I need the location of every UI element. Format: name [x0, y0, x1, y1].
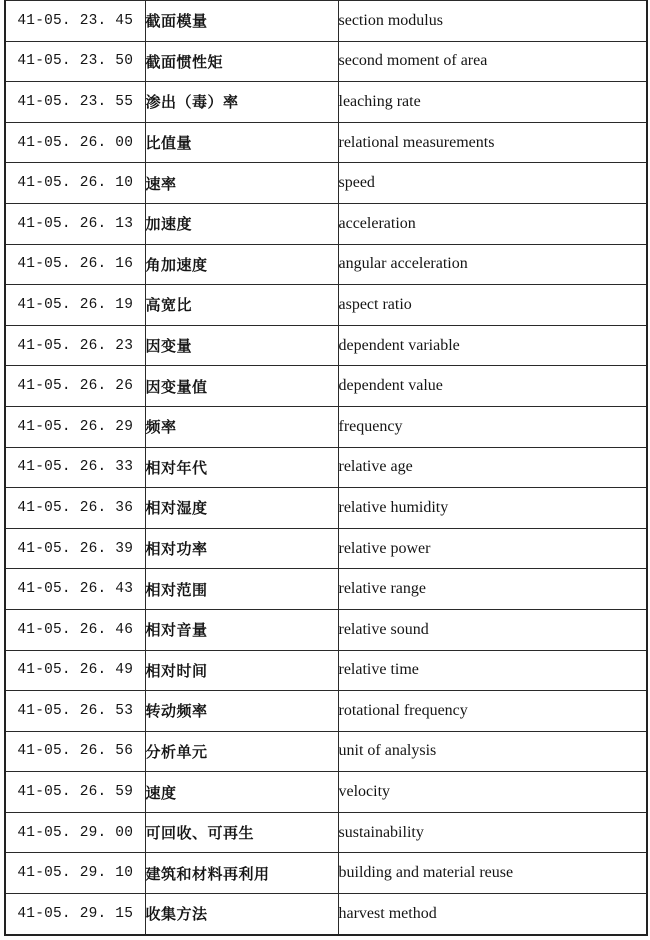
term-chinese: 截面模量	[145, 1, 338, 42]
term-english: dependent variable	[338, 325, 647, 366]
term-english: section modulus	[338, 1, 647, 42]
term-chinese: 相对时间	[145, 650, 338, 691]
table-row	[5, 569, 647, 610]
term-chinese: 加速度	[145, 203, 338, 244]
term-english: dependent value	[338, 366, 647, 407]
term-chinese: 频率	[145, 406, 338, 447]
term-code: 41-05. 26. 23	[5, 325, 145, 366]
term-english: rotational frequency	[338, 691, 647, 732]
term-english: second moment of area	[338, 41, 647, 82]
term-english: relative time	[338, 650, 647, 691]
table-row	[5, 650, 647, 691]
table-row	[5, 163, 647, 204]
table-row	[5, 731, 647, 772]
term-code: 41-05. 26. 59	[5, 772, 145, 813]
term-english: relational measurements	[338, 122, 647, 163]
term-english: aspect ratio	[338, 285, 647, 326]
term-code: 41-05. 26. 13	[5, 203, 145, 244]
term-code: 41-05. 29. 15	[5, 894, 145, 935]
table-row	[5, 1, 647, 42]
term-english: angular acceleration	[338, 244, 647, 285]
table-row	[5, 82, 647, 123]
glossary-table-body	[5, 1, 647, 935]
term-code: 41-05. 23. 55	[5, 82, 145, 123]
term-english: relative power	[338, 528, 647, 569]
term-code: 41-05. 23. 45	[5, 1, 145, 42]
term-chinese: 因变量值	[145, 366, 338, 407]
term-code: 41-05. 26. 16	[5, 244, 145, 285]
document-page	[4, 0, 646, 940]
term-chinese: 建筑和材料再利用	[145, 853, 338, 894]
term-chinese: 相对音量	[145, 609, 338, 650]
term-chinese: 截面惯性矩	[145, 41, 338, 82]
term-english: relative age	[338, 447, 647, 488]
table-row	[5, 894, 647, 935]
term-code: 41-05. 26. 53	[5, 691, 145, 732]
term-code: 41-05. 26. 19	[5, 285, 145, 326]
term-chinese: 高宽比	[145, 285, 338, 326]
table-row	[5, 447, 647, 488]
term-english: acceleration	[338, 203, 647, 244]
term-chinese: 转动频率	[145, 691, 338, 732]
term-chinese: 相对湿度	[145, 488, 338, 529]
table-row	[5, 772, 647, 813]
term-chinese: 因变量	[145, 325, 338, 366]
term-code: 41-05. 26. 56	[5, 731, 145, 772]
table-row	[5, 325, 647, 366]
table-row	[5, 285, 647, 326]
table-row	[5, 203, 647, 244]
table-row	[5, 853, 647, 894]
term-english: harvest method	[338, 894, 647, 935]
table-row	[5, 488, 647, 529]
term-chinese: 收集方法	[145, 894, 338, 935]
table-row	[5, 528, 647, 569]
term-english: frequency	[338, 406, 647, 447]
table-row	[5, 691, 647, 732]
term-code: 41-05. 23. 50	[5, 41, 145, 82]
term-chinese: 渗出（毒）率	[145, 82, 338, 123]
term-code: 41-05. 26. 10	[5, 163, 145, 204]
term-chinese: 速率	[145, 163, 338, 204]
term-code: 41-05. 26. 33	[5, 447, 145, 488]
term-chinese: 比值量	[145, 122, 338, 163]
term-chinese: 速度	[145, 772, 338, 813]
term-code: 41-05. 26. 36	[5, 488, 145, 529]
table-row	[5, 812, 647, 853]
term-english: unit of analysis	[338, 731, 647, 772]
term-chinese: 相对范围	[145, 569, 338, 610]
term-chinese: 角加速度	[145, 244, 338, 285]
glossary-table	[4, 0, 648, 936]
table-row	[5, 366, 647, 407]
term-chinese: 可回收、可再生	[145, 812, 338, 853]
term-code: 41-05. 29. 00	[5, 812, 145, 853]
term-chinese: 相对功率	[145, 528, 338, 569]
term-english: sustainability	[338, 812, 647, 853]
table-row	[5, 609, 647, 650]
term-english: building and material reuse	[338, 853, 647, 894]
term-code: 41-05. 26. 49	[5, 650, 145, 691]
term-code: 41-05. 26. 43	[5, 569, 145, 610]
term-code: 41-05. 26. 29	[5, 406, 145, 447]
term-code: 41-05. 29. 10	[5, 853, 145, 894]
term-english: relative sound	[338, 609, 647, 650]
term-chinese: 相对年代	[145, 447, 338, 488]
term-english: velocity	[338, 772, 647, 813]
term-code: 41-05. 26. 39	[5, 528, 145, 569]
term-english: relative humidity	[338, 488, 647, 529]
term-english: relative range	[338, 569, 647, 610]
term-english: leaching rate	[338, 82, 647, 123]
table-row	[5, 122, 647, 163]
term-code: 41-05. 26. 46	[5, 609, 145, 650]
term-code: 41-05. 26. 26	[5, 366, 145, 407]
table-row	[5, 244, 647, 285]
table-row	[5, 406, 647, 447]
term-english: speed	[338, 163, 647, 204]
term-chinese: 分析单元	[145, 731, 338, 772]
table-row	[5, 41, 647, 82]
term-code: 41-05. 26. 00	[5, 122, 145, 163]
